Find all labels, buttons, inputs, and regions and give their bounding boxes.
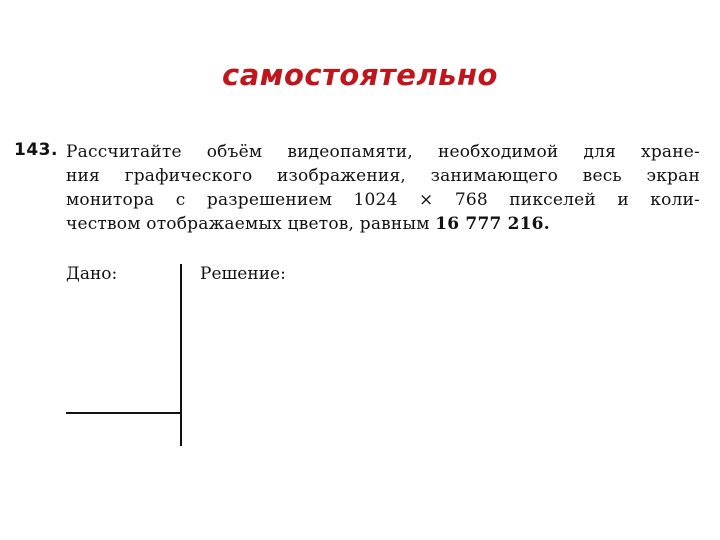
given-label: Дано: — [66, 264, 118, 284]
problem-line-last — [66, 212, 700, 236]
color-count-value: 16 777 216. — [435, 214, 550, 234]
problem-line: Рассчитайте объём видеопамяти, необходимой для хране- — [66, 142, 700, 162]
solution-label: Решение: — [200, 264, 286, 284]
problem-line-text: чеством отображаемых цветов, равным — [66, 214, 436, 234]
problem-number: 143. — [14, 140, 58, 160]
vertical-divider — [180, 264, 182, 446]
problem-text — [66, 140, 700, 236]
horizontal-divider — [66, 412, 180, 414]
problem-line: монитора с разрешением 1024 × 768 пикселей и коли- — [66, 190, 700, 210]
problem-line: ния графического изображения, занимающего весь экран — [66, 166, 700, 186]
slide-title: самостоятельно — [222, 58, 498, 92]
